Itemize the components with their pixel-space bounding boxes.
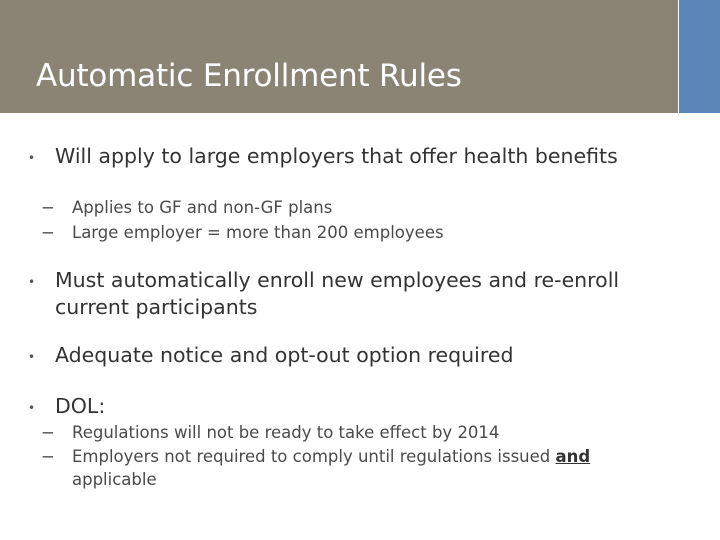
sub-item-marker: −	[41, 423, 55, 442]
bullet-marker: •	[28, 275, 36, 289]
bullet-text: Adequate notice and opt-out option required	[55, 343, 514, 367]
bullet-text: DOL:	[55, 394, 106, 418]
sub-item-text: Regulations will not be ready to take effect by 2014	[72, 423, 500, 442]
bullet-marker: •	[28, 401, 36, 415]
sub-item-text: Large employer = more than 200 employees	[72, 223, 444, 242]
accent-block	[679, 0, 720, 113]
sub-item-text-tail: applicable	[72, 470, 157, 489]
sub-item-marker: −	[41, 223, 55, 242]
sub-item-marker: −	[41, 198, 55, 217]
emphasized-word: and	[555, 447, 591, 466]
bullet-text: Will apply to large employers that offer health benefits	[55, 144, 618, 168]
sub-item-text	[72, 445, 667, 491]
slide-title: Automatic Enrollment Rules	[36, 58, 462, 94]
bullet-marker: •	[28, 151, 36, 165]
sub-item-marker: −	[41, 447, 55, 466]
sub-item-text: Applies to GF and non-GF plans	[72, 198, 333, 217]
sub-item-text-main: Employers not required to comply until regulations issued	[72, 447, 551, 466]
bullet-text: Must automatically enroll new employees and re-enroll current participants	[55, 268, 620, 319]
bullet-marker: •	[28, 350, 36, 364]
